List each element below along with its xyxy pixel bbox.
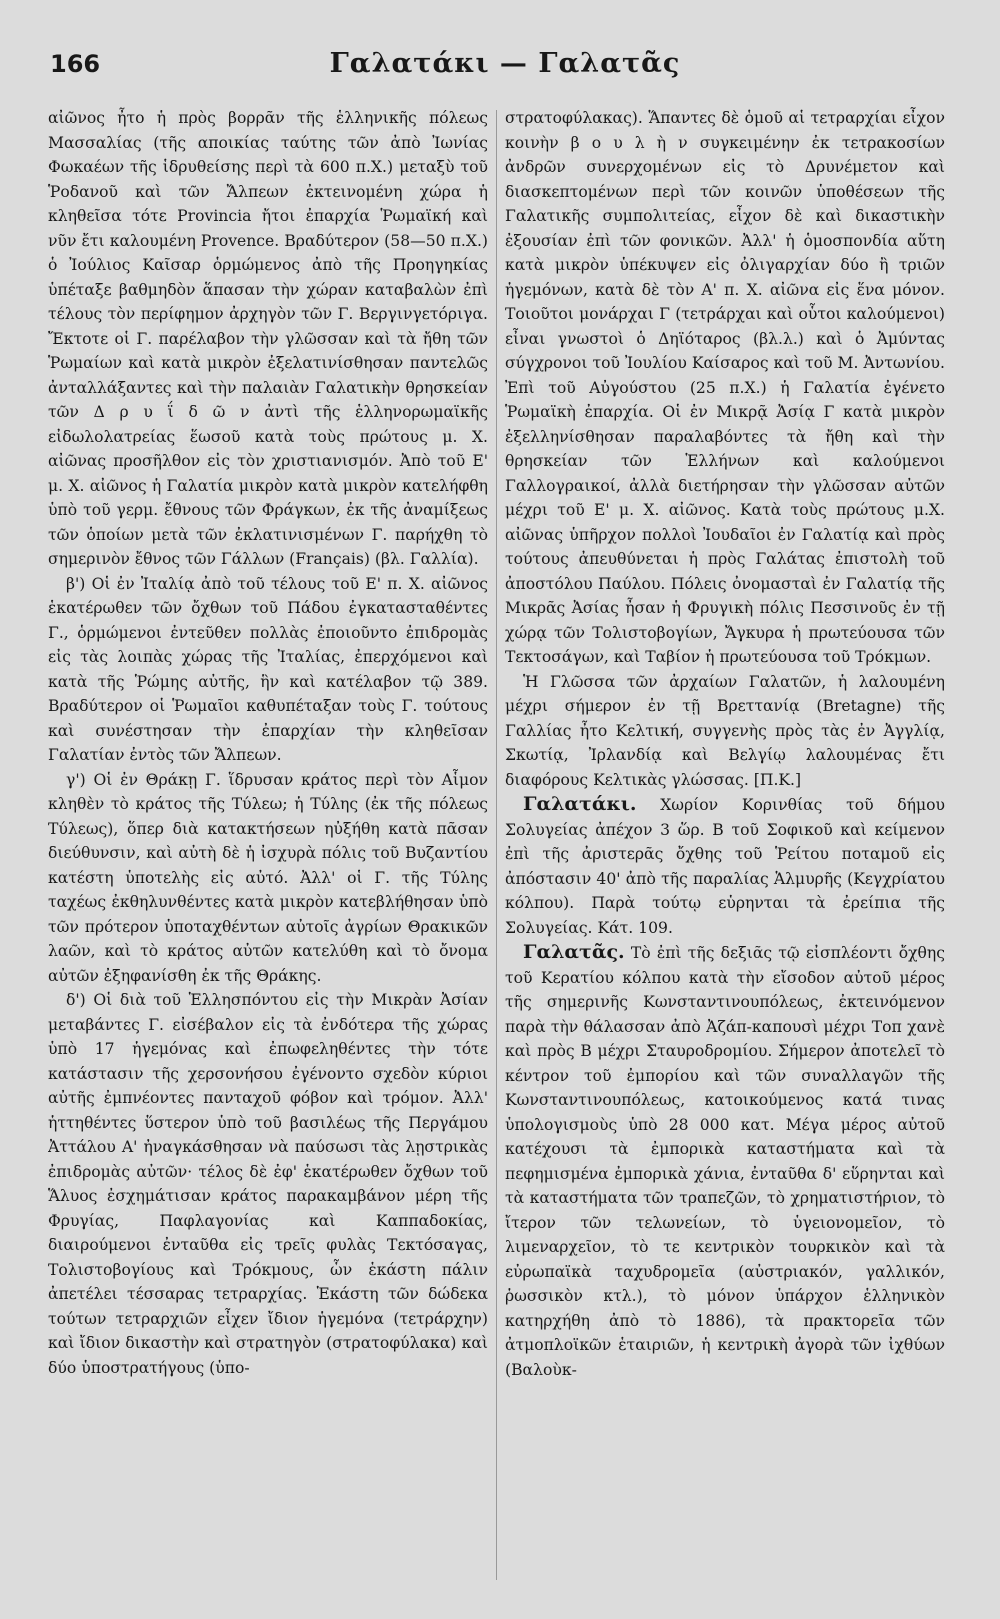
page-number: 166 bbox=[50, 50, 101, 78]
entry-text: Χωρίον Κορινθίας τοῦ δήμου Σολυγείας ἀπέχον 3 ὥρ. Β τοῦ Σοφικοῦ καὶ κείμενον ἐπὶ τῆς ἀριστερᾶς ὄχθης τοῦ Ῥείτου ποταμοῦ εἰς ἀπόστασιν 40' ἀπὸ τῆς παραλίας Ἁλμυρῆς (Κεγχρίατου κόλπου). Παρὰ τούτῳ εὑρηνται τὰ ἐρείπια τῆς Σολυγείας. Κάτ. 109. bbox=[505, 796, 945, 937]
page-header bbox=[50, 44, 960, 84]
right-column bbox=[505, 106, 945, 1586]
entry-text: Τὸ ἐπὶ τῆς δεξιᾶς τῷ εἰσπλέοντι ὄχθης τοῦ Κερατίου κόλπου κατὰ τὴν εἴσοδον αὐτοῦ μέρος τῆς σημερινῆς Κωνσταντινουπόλεως, ἐκτεινόμενον παρὰ τὴν θάλασσαν ἀπὸ Ἀζάπ-καπουσὶ μέχρι Τοπ χανὲ καὶ πρὸς Β μέχρι Σταυροδρομίου. Σήμερον ἀποτελεῖ τὸ κέντρον τοῦ ἐμπορίου καὶ τῶν συναλλαγῶν τῆς Κωνσταντινουπόλεως, κατοικούμενος κατά τινας ὑπολογισμοὺς ὑπὸ 28 000 κατ. Μέγα μέρος αὐτοῦ κατέχουσι τὰ ἐμπορικὰ καταστήματα καὶ τὰ πεφημισμένα ἐμπορικὰ χάνια, ἐνταῦθα δ' εὕρηνται καὶ τὰ καταστήματα τῶν τραπεζῶν, τὸ χρηματιστήριον, τὸ ἴτερον τῶν τελωνείων, τὸ ὑγειονομεῖον, τὸ λιμεναρχεῖον, τὸ τε κεντρικὸν τουρκικὸν καὶ τὰ εὐρωπαϊκὰ ταχυδρομεῖα (αὐστριακόν, γαλλικόν, ῥωσσικὸν κτλ.), τὸ μόνον ὑπάρχον ἑλληνικὸν κατηρχήθη ἀπὸ τὸ 1886), τὰ πρακτορεῖα τῶν ἀτμοπλοϊκῶν ἑταιριῶν, ἡ κεντρικὴ ἀγορὰ τῶν ἰχθύων (Βαλοὺκ- bbox=[505, 944, 945, 1379]
running-head: Γαλατάκι — Γαλατᾶς bbox=[329, 48, 681, 79]
paragraph: γ') Οἱ ἐν Θράκῃ Γ. ἵδρυσαν κράτος περὶ τὸν Αἷμον κληθὲν τὸ κράτος τῆς Τύλεω; ἡ Τύλης (ἐκ τῆς πόλεως Τύλεως), ὅπερ διὰ κατακτήσεων ηὐξήθη κατὰ πᾶσαν διεύθυνσιν, καὶ αὐτὴ δὲ ἡ ἰσχυρὰ πόλις τοῦ Βυζαντίου κατέστη ὑποτελὴς εἰς αὐτό. Ἀλλ' οἱ Γ. τῆς Τύλης ταχέως ἐκθηλυνθέντες κατὰ μικρὸν κατεβλήθησαν ὑπὸ τῶν πρότερον ὑποταχθέντων αὐτοῖς ἀγρίων Θρακικῶν λαῶν, καὶ τὸ κράτος αὐτῶν κατελύθη καὶ τὸ ὄνομα αὐτῶν ἐξηφανίσθη ἐκ τῆς Θράκης. bbox=[48, 770, 488, 985]
entry-headword: Γαλατᾶς. bbox=[523, 941, 625, 963]
paragraph: δ') Οἱ διὰ τοῦ Ἑλλησπόντου εἰς τὴν Μικρὰν Ἀσίαν μεταβάντες Γ. εἰσέβαλον εἰς τὰ ἐνδότερα τῆς χώρας ὑπὸ 17 ἡγεμόνας καὶ ἐπωφεληθέντες τὴν τότε κατάστασιν τῆς χερσονήσου ἐγένοντο σχεδὸν κύριοι αὐτῆς ἐμπνέοντες πανταχοῦ φόβον καὶ τρόμον. Ἀλλ' ἡττηθέντες ὕστερον ὑπὸ τοῦ βασιλέως τῆς Περγάμου Ἀττάλου Α' ἠναγκάσθησαν νὰ παύσωσι τὰς λῃστρικὰς ἐπιδρομὰς αὐτῶν· τέλος δὲ ἐφ' ἑκατέρωθεν ὄχθων τοῦ Ἅλυος ἐσχημάτισαν κράτος παρακαμβάνον μέρη τῆς Φρυγίας, Παφλαγονίας καὶ Καππαδοκίας, διαιρούμενοι ἐνταῦθα εἰς τρεῖς φυλὰς Τεκτόσαγας, Τολιστοβογίους καὶ Τρόκμους, ὧν ἑκάστη πάλιν ἀπετέλει τέσσαρας τετραρχίας. Ἑκάστη τῶν δώδεκα τούτων τετραρχιῶν εἶχεν ἴδιον ἡγεμόνα (τετράρχην) καὶ ἴδιον δικαστὴν καὶ στρατηγὸν (στρατοφύλακα) καὶ δύο ὑποστρατήγους (ὑπο- bbox=[48, 991, 488, 1377]
paragraph: Ἡ Γλῶσσα τῶν ἀρχαίων Γαλατῶν, ἡ λαλουμένη μέχρι σήμερον ἐν τῇ Βρεττανίᾳ (Bretagne) τῆς Γαλλίας ἦτο Κελτική, συγγενὴς πρὸς τὰς ἐν Ἀγγλίᾳ, Σκωτίᾳ, Ἰρλανδίᾳ καὶ Βελγίῳ λαλουμένας ἔτι διαφόρους Κελτικὰς γλώσσας. [Π.Κ.] bbox=[505, 672, 945, 789]
paragraph: β') Οἱ ἐν Ἰταλίᾳ ἀπὸ τοῦ τέλους τοῦ Ε' π. Χ. αἰῶνος ἑκατέρωθεν τῶν ὄχθων τοῦ Πάδου ἐγκατασταθέντες Γ., ὁρμώμενοι ἐντεῦθεν πολλὰς ἐποιοῦντο ἐπιδρομὰς εἰς τὰς λοιπὰς χώρας τῆς Ἰταλίας, ἐπερχόμενοι καὶ κατὰ τῆς Ῥώμης αὐτῆς, ἣν καὶ κατέλαβον τῷ 389. Βραδύτερον οἱ Ῥωμαῖοι καθυπέταξαν τοὺς Γ. τούτους καὶ συνέστησαν τὴν ἐπαρχίαν τὴν κληθεῖσαν Γαλατίαν ἐντὸς τῶν Ἄλπεων. bbox=[48, 574, 488, 764]
paragraph: αἰῶνος ἦτο ἡ πρὸς βορρᾶν τῆς ἑλληνικῆς πόλεως Μασσαλίας (τῆς αποικίας ταύτης τῶν ἀπὸ Ἰωνίας Φωκαέων τῆς ἱδρυθείσης περὶ τὰ 600 π.Χ.) μεταξὺ τοῦ Ῥοδανοῦ καὶ τῶν Ἄλπεων ἐκτεινομένη χώρα ἡ κληθεῖσα τότε Provincia ἤτοι ἐπαρχία Ῥωμαϊκή καὶ νῦν ἔτι καλουμένη Provence. Βραδύτερον (58—50 π.Χ.) ὁ Ἰούλιος Καῖσαρ ὁρμώμενος ἀπὸ τῆς Προηγηκίας ὑπέταξε βαθμηδὸν ἅπασαν τὴν χώραν καταβαλὼν ἐπὶ τέλους τὸν περίφημον ἀρχηγὸν τῶν Γ. Βεργινγετόριγα. Ἔκτοτε οἱ Γ. παρέλαβον τὴν γλῶσσαν καὶ τὰ ἤθη τῶν Ῥωμαίων καὶ κατὰ μικρὸν ἐξελατινίσθησαν παντελῶς ἀνταλλάξαντες καὶ τὴν παλαιὰν Γαλατικὴν θρησκείαν τῶν Δ ρ υ ΐ δ ῶ ν ἀντὶ τῆς ἑλληνορωμαϊκῆς εἰδωλολατρείας ἕωσοῦ κατὰ τοὺς πρώτους μ. Χ. αἰῶνας προσῆλθον εἰς τὸν χριστιανισμόν. Ἀπὸ τοῦ Ε' μ. Χ. αἰῶνος ἡ Γαλατία μικρὸν κατὰ μικρὸν κατελήφθη ὑπὸ τοῦ γερμ. ἔθνους τῶν Φράγκων, ἐκ τῆς ἀναμίξεως τῶν ὁποίων μετὰ τῶν ἐκλατινισμένων Γ. παρήχθη τὸ σημερινὸν ἔθνος τῶν Γάλλων (Français) (βλ. Γαλλία). bbox=[48, 109, 488, 568]
entry bbox=[505, 940, 945, 1382]
column-divider bbox=[496, 110, 497, 1580]
paragraph: στρατοφύλακας). Ἅπαντες δὲ ὁμοῦ αἱ τετραρχίαι εἶχον κοινὴν β ο υ λ ὴ ν συγκειμένην ἐκ τετρακοσίων ἀνδρῶν συνερχομένων εἰς τὸ Δρυνέμετον καὶ διασκεπτομένων περὶ τῶν κοινῶν ὑποθέσεων τῆς Γαλατικῆς συμπολιτείας, εἶχον δὲ καὶ δικαστικὴν ἐξουσίαν ἐπὶ τῶν φονικῶν. Ἀλλ' ἡ ὁμοσπονδία αὕτη κατὰ μικρὸν ὑπέκυψεν εἰς ὀλιγαρχίαν δύο ἢ τριῶν ἡγεμόνων, κατὰ δὲ τὸν Α' π. Χ. αἰῶνα εἰς ἕνα μόνον. Τοιοῦτοι μονάρχαι Γ (τετράρχαι καὶ οὗτοι καλούμενοι) εἶναι γνωστοὶ ὁ Δηϊόταρος (βλ.λ.) καὶ ὁ Ἀμύντας σύγχρονοι τοῦ Ἰουλίου Καίσαρος καὶ τοῦ Μ. Ἀντωνίου. Ἐπὶ τοῦ Αὐγούστου (25 π.Χ.) ἡ Γαλατία ἐγένετο Ῥωμαϊκὴ ἐπαρχία. Οἱ ἐν Μικρᾷ Ἀσίᾳ Γ κατὰ μικρὸν ἐξελληνίσθησαν παραλαβόντες τὰ ἤθη καὶ τὴν θρησκείαν τῶν Ἑλλήνων καὶ καλούμενοι Γαλλογραικοί, ἀλλὰ διετήρησαν τὴν γλῶσσαν αὐτῶν μέχρι τοῦ Ε' μ. Χ. αἰῶνος. Κατὰ τοὺς πρώτους μ.Χ. αἰῶνας ὑπῆρχον πολλοὶ Ἰουδαῖοι ἐν Γαλατίᾳ καὶ πρὸς τούτους ἀπευθύνεται ἡ πρὸς Γαλάτας ἐπιστολὴ τοῦ ἀποστόλου Παύλου. Πόλεις ὀνομασταὶ ἐν Γαλατίᾳ τῆς Μικρᾶς Ἀσίας ἦσαν ἡ Φρυγικὴ πόλις Πεσσινοῦς ἐν τῇ χώρᾳ τῶν Τολιστοβογίων, Ἄγκυρα ἡ πρωτεύουσα τῶν Τεκτοσάγων, καὶ Ταβίον ἡ πρωτεύουσα τοῦ Τρόκμων. bbox=[505, 109, 945, 666]
entry-headword: Γαλατάκι. bbox=[523, 793, 637, 815]
left-column bbox=[48, 106, 488, 1586]
entry bbox=[505, 792, 945, 940]
